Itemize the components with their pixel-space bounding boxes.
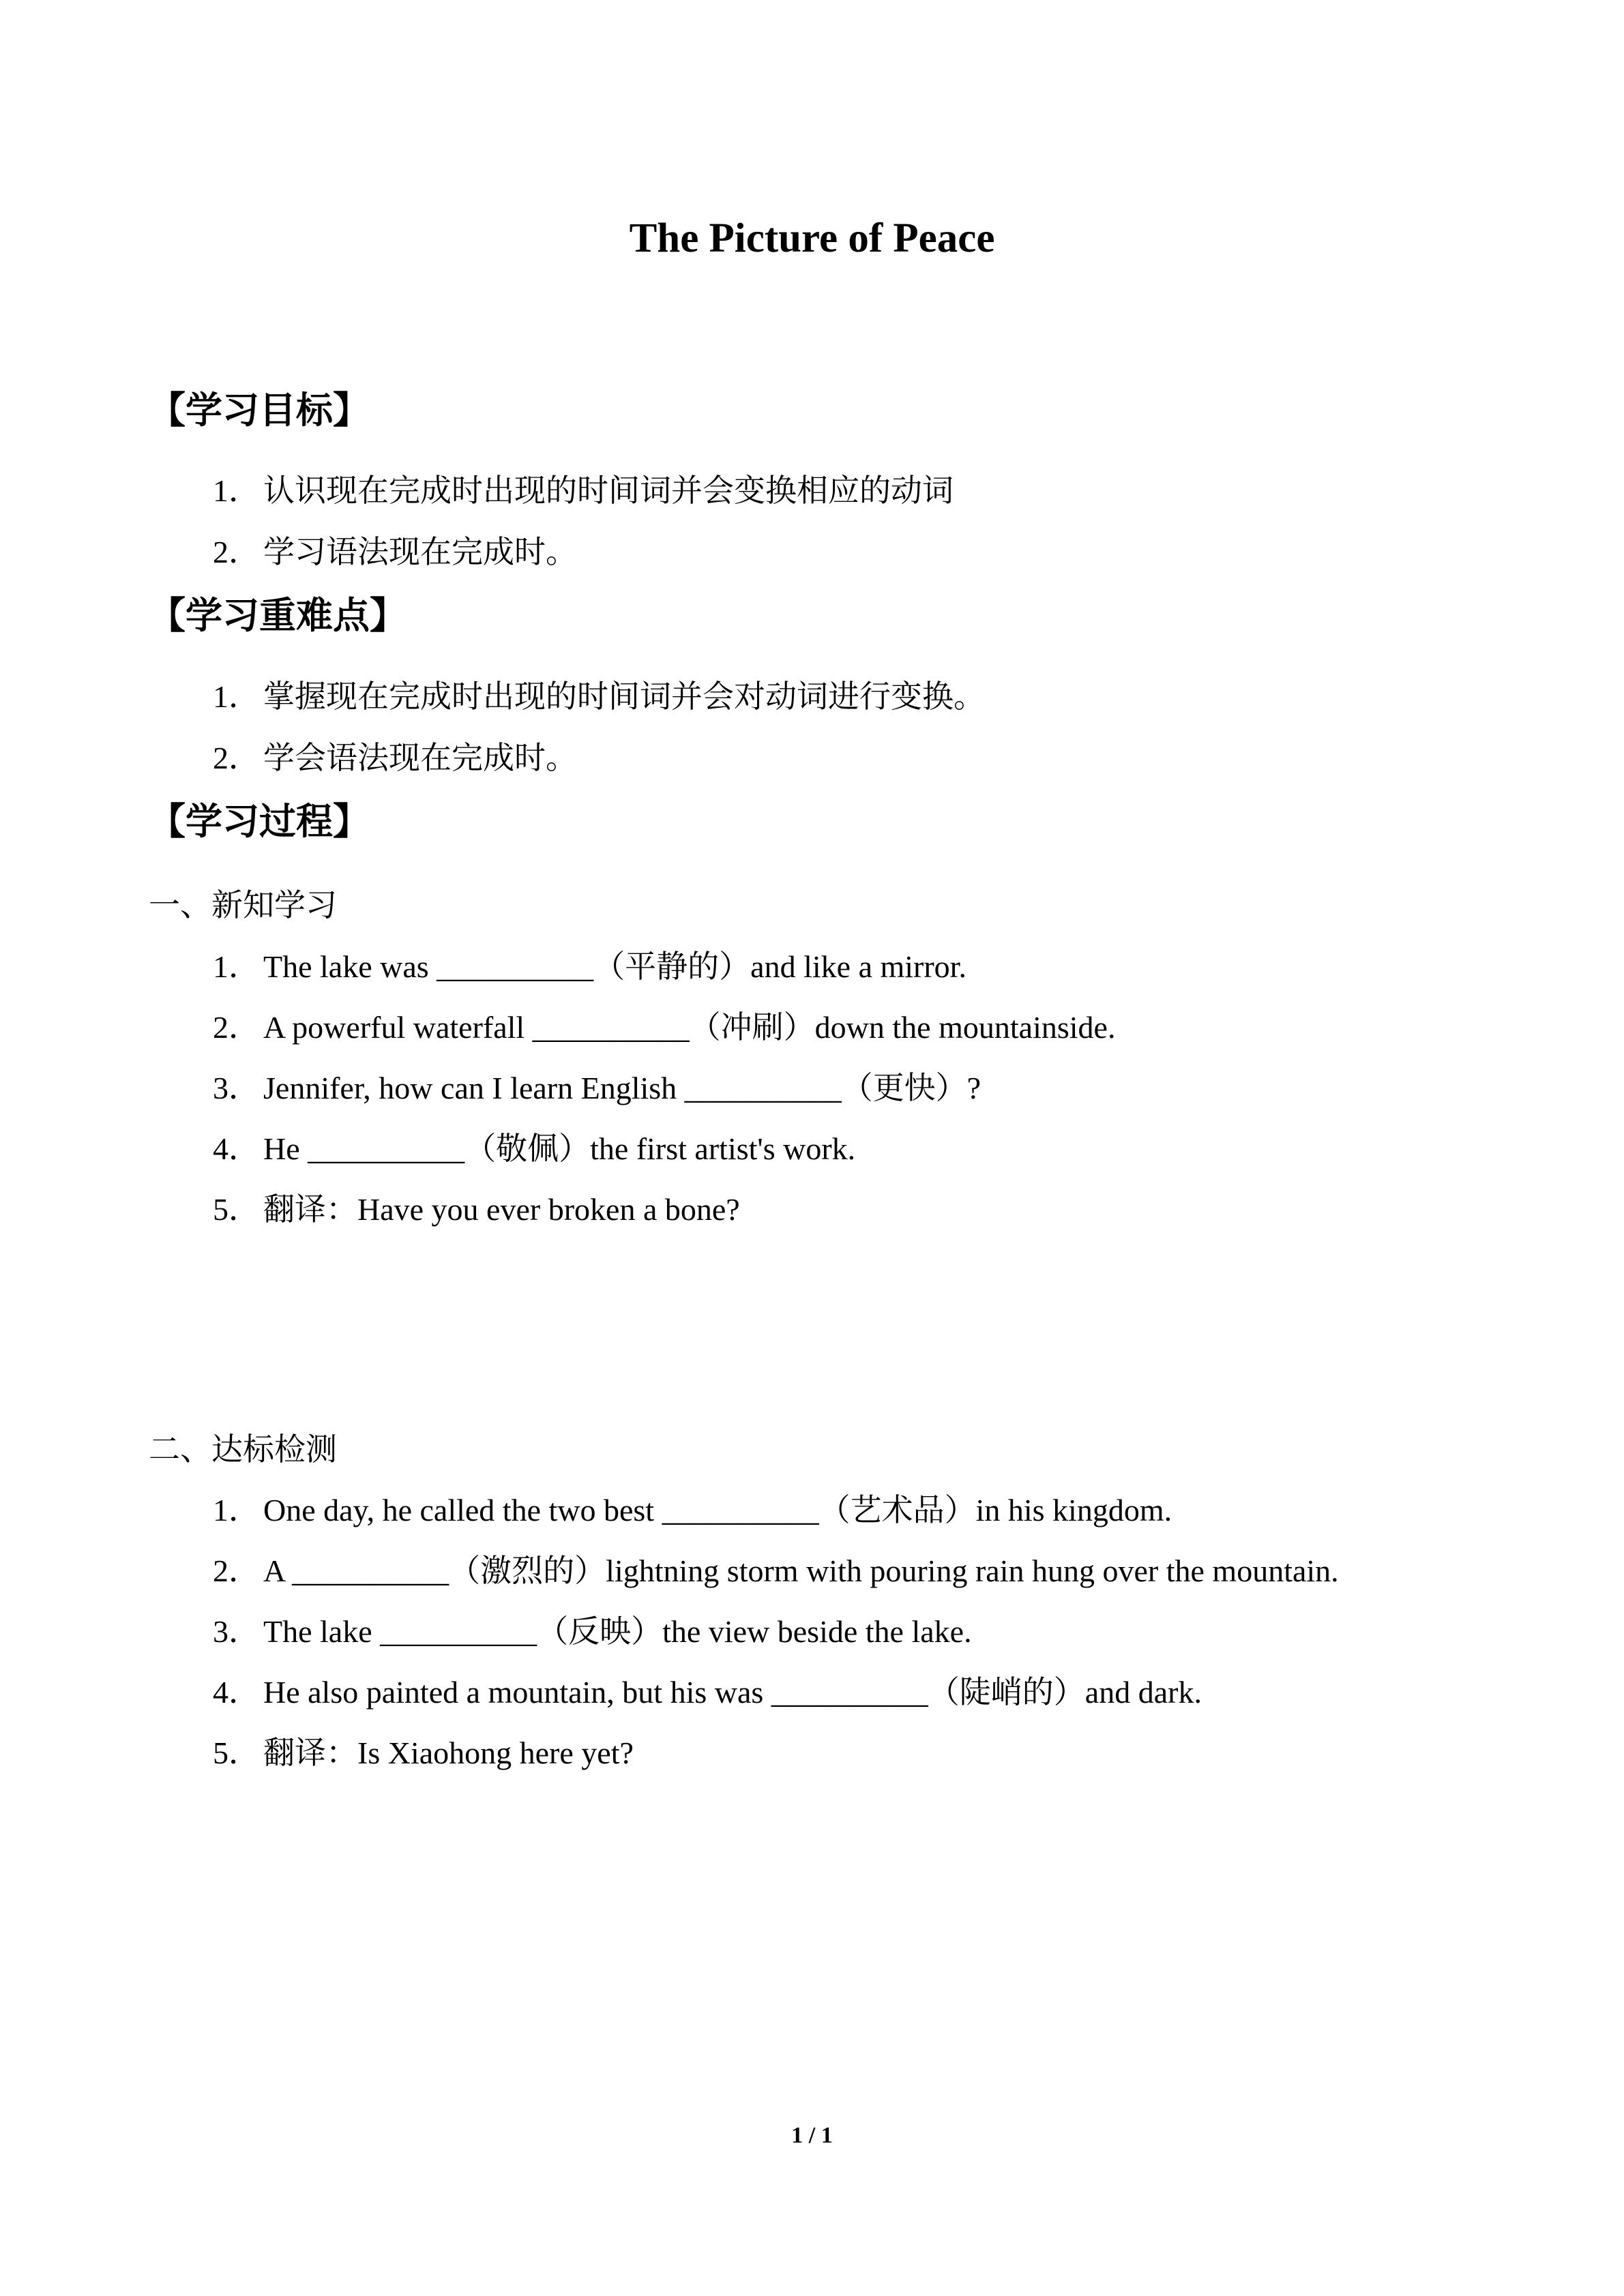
item-text: One day, he called the two best __________（艺术品）in his kingdom.: [263, 1493, 1172, 1527]
item-text: He also painted a mountain, but his was __________（陡峭的）and dark.: [263, 1675, 1202, 1710]
section-heading-key-points: 【学习重难点】: [149, 594, 407, 637]
item-number: 4．: [213, 1131, 260, 1166]
item-text: 学会语法现在完成时。: [263, 741, 577, 775]
item-number: 3．: [213, 1071, 260, 1105]
item-text: 认识现在完成时出现的时间词并会变换相应的动词: [263, 473, 954, 508]
item-text: 翻译：Have you ever broken a bone?: [263, 1192, 740, 1227]
objective-item: [213, 471, 954, 511]
page-number: 1 / 1: [791, 2123, 833, 2148]
section-heading-objectives: 【学习目标】: [149, 389, 370, 432]
item-number: 1．: [213, 473, 260, 508]
exercise-item: [213, 1733, 634, 1774]
item-text: He __________（敬佩）the first artist's work.: [263, 1131, 856, 1166]
exercise-item: [213, 1611, 972, 1652]
item-number: 2．: [213, 741, 260, 775]
item-text: The lake __________（反映）the view beside the lake.: [263, 1614, 972, 1649]
exercise-item: [213, 1129, 855, 1169]
item-text: The lake was __________（平静的）and like a mirror.: [263, 949, 966, 984]
exercise-item: [213, 1490, 1172, 1531]
item-number: 2．: [213, 1553, 260, 1588]
item-number: 5．: [213, 1735, 260, 1770]
item-number: 2．: [213, 535, 260, 569]
key-point-item: [213, 676, 985, 717]
subsection-heading-new-knowledge: 一、新知学习: [149, 888, 337, 923]
item-number: 4．: [213, 1675, 260, 1710]
item-number: 5．: [213, 1192, 260, 1227]
exercise-item: [213, 1007, 1115, 1048]
item-number: 1．: [213, 949, 260, 984]
item-number: 1．: [213, 1493, 260, 1527]
item-number: 3．: [213, 1614, 260, 1649]
page-title: The Picture of Peace: [629, 215, 995, 261]
subsection-heading-assessment: 二、达标检测: [149, 1432, 337, 1467]
item-text: A powerful waterfall __________（冲刷）down the mountainside.: [263, 1010, 1116, 1045]
objective-item: [213, 532, 577, 573]
exercise-item: [213, 1189, 740, 1230]
item-text: 学习语法现在完成时。: [263, 535, 577, 569]
item-text: Jennifer, how can I learn English __________（更快）?: [263, 1071, 981, 1105]
item-text: 掌握现在完成时出现的时间词并会对动词进行变换。: [263, 679, 985, 714]
exercise-item: [213, 1068, 981, 1109]
key-point-item: [213, 738, 577, 779]
section-heading-process: 【学习过程】: [149, 800, 370, 843]
item-number: 1．: [213, 679, 260, 714]
item-text: A __________（激烈的）lightning storm with pouring rain hung over the mountain.: [263, 1553, 1339, 1588]
item-number: 2．: [213, 1010, 260, 1045]
item-text: 翻译：Is Xiaohong here yet?: [263, 1735, 634, 1770]
exercise-item: [213, 1551, 1339, 1592]
exercise-item: [213, 1672, 1202, 1713]
exercise-item: [213, 946, 966, 987]
